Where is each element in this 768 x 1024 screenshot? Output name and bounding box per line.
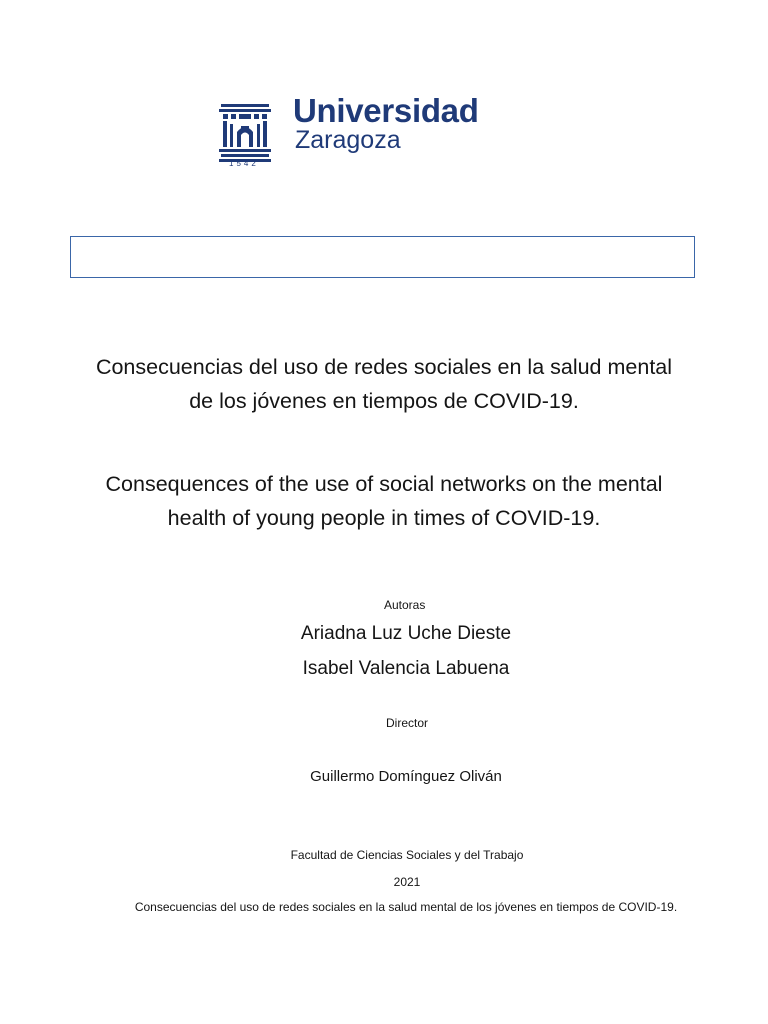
title-english-line-1: Consequences of the use of social networks on the mental [105, 472, 663, 496]
footer-title: Consecuencias del uso de redes sociales en la salud mental de los jóvenes en tiempos de COVID-19. [134, 900, 678, 914]
author-name-2: Isabel Valencia Labuena [302, 658, 510, 679]
director-name: Guillermo Domínguez Oliván [310, 768, 502, 785]
faculty-name: Facultad de Ciencias Sociales y del Trabajo [290, 848, 524, 862]
logo-city-name: Zaragoza [295, 126, 401, 154]
logo-year: 1542 [229, 159, 259, 168]
director-label: Director [385, 716, 428, 730]
year: 2021 [393, 875, 421, 889]
title-spanish [60, 350, 708, 418]
title-english [60, 467, 708, 535]
authors-label: Autoras [384, 598, 426, 612]
title-english-line-2: health of young people in times of COVID-19. [167, 506, 601, 530]
author-name-1: Ariadna Luz Uche Dieste [300, 623, 512, 644]
title-spanish-line-2: de los jóvenes en tiempos de COVID-19. [189, 389, 579, 413]
empty-frame [70, 236, 695, 278]
logo-university-name: Universidad [293, 92, 479, 129]
title-spanish-line-1: Consecuencias del uso de redes sociales en la salud mental [95, 355, 673, 379]
